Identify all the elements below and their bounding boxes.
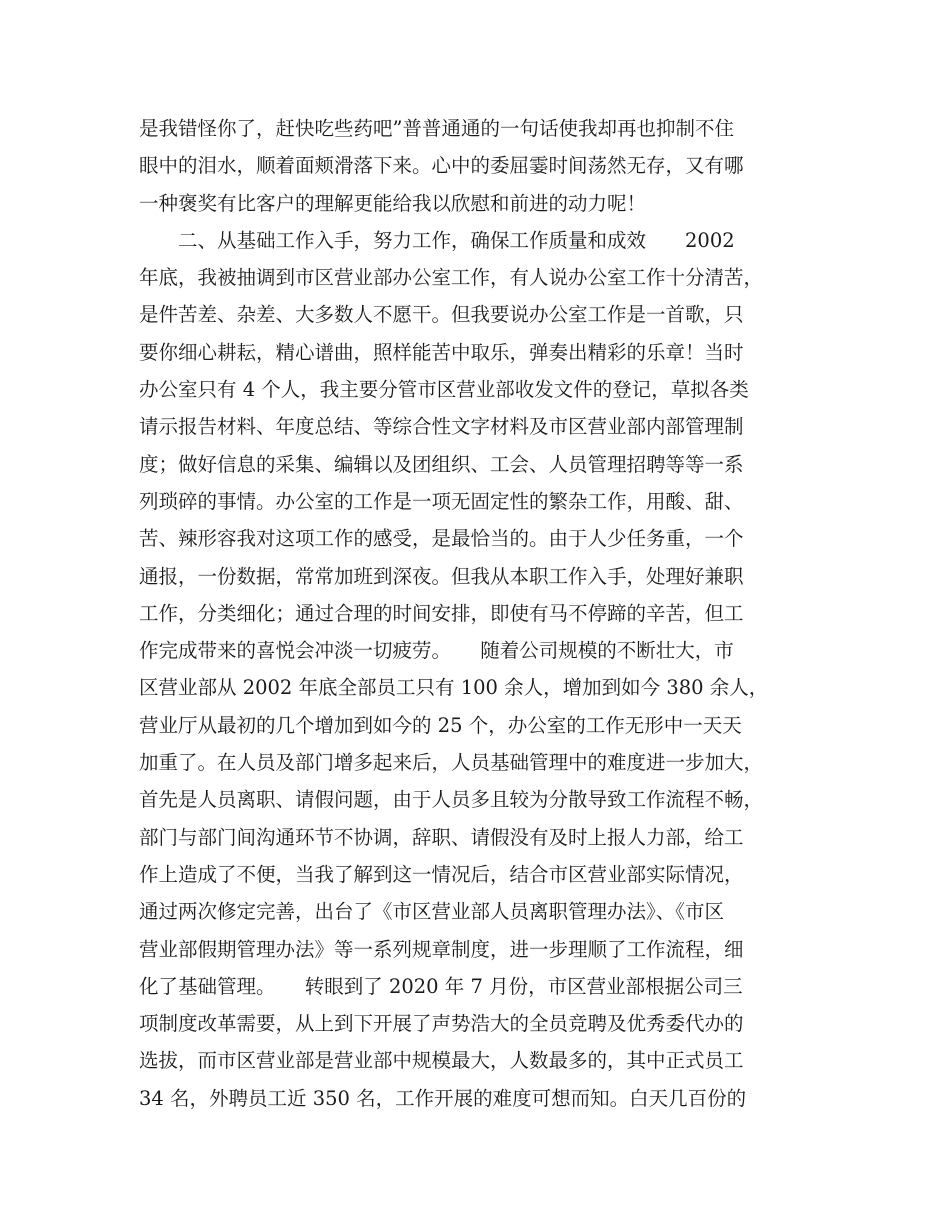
text-line: 作完成带来的喜悦会冲淡一切疲劳。 随着公司规模的不断壮大，市 [139, 639, 734, 663]
body-text [139, 110, 829, 1117]
text-line: 要你细心耕耘，精心谱曲，照样能苦中取乐，弹奏出精彩的乐章！当时 [139, 340, 744, 364]
text-line: 眼中的泪水，顺着面颊滑落下来。心中的委屈霎时间荡然无存，又有哪 [139, 154, 744, 178]
text-line: 列琐碎的事情。办公室的工作是一项无固定性的繁杂工作，用酸、甜、 [139, 489, 744, 513]
text-line: 区营业部从 2002 年底全部员工只有 100 余人，增加到如今 380 余人， [139, 676, 769, 700]
text-line: 苦、辣形容我对这项工作的感受，是最恰当的。由于人少任务重，一个 [139, 527, 744, 551]
section-heading-line: 二、从基础工作入手，努力工作，确保工作质量和成效 2002 [139, 228, 735, 252]
text-line: 化了基础管理。 转眼到了 2020 年 7 月份，市区营业部根据公司三 [139, 974, 743, 998]
text-line: 是我错怪你了，赶快吃些药吧”普普通通的一句话使我却再也抑制不住 [139, 117, 734, 140]
text-line: 度；做好信息的采集、编辑以及团组织、工会、人员管理招聘等等一系 [139, 452, 744, 476]
text-line: 是件苦差、杂差、大多数人不愿干。但我要说办公室工作是一首歌，只 [139, 303, 744, 327]
text-line: 办公室只有 4 个人，我主要分管市区营业部收发文件的登记，草拟各类 [139, 378, 749, 402]
text-line: 通过两次修定完善，出台了《市区营业部人员离职管理办法》、《市区 [139, 900, 725, 924]
text-line: 部门与部门间沟通环节不协调，辞职、请假没有及时上报人力部，给工 [139, 825, 744, 849]
text-line: 通报，一份数据，常常加班到深夜。但我从本职工作入手，处理好兼职 [139, 564, 744, 588]
text-line: 工作，分类细化；通过合理的时间安排，即使有马不停蹄的辛苦，但工 [139, 601, 744, 625]
text-line: 一种褒奖有比客户的理解更能给我以欣慰和前进的动力呢！ [139, 191, 647, 215]
text-line: 首先是人员离职、请假问题，由于人员多且较为分散导致工作流程不畅， [139, 788, 764, 812]
text-line: 请示报告材料、年度总结、等综合性文字材料及市区营业部内部管理制 [139, 415, 744, 439]
text-line: 作上造成了不便，当我了解到这一情况后，结合市区营业部实际情况， [139, 862, 744, 886]
text-line: 年底，我被抽调到市区营业部办公室工作，有人说办公室工作十分清苦， [139, 266, 764, 290]
text-line: 加重了。在人员及部门增多起来后，人员基础管理中的难度进一步加大， [139, 751, 764, 775]
text-line: 营业部假期管理办法》等一系列规章制度，进一步理顺了工作流程，细 [139, 937, 744, 961]
text-line: 项制度改革需要，从上到下开展了声势浩大的全员竞聘及优秀委代办的 [139, 1012, 744, 1036]
text-line: 34 名，外聘员工近 350 名，工作开展的难度可想而知。白天几百份的 [139, 1086, 747, 1110]
text-line: 营业厅从最初的几个增加到如今的 25 个，办公室的工作无形中一天天 [139, 713, 742, 737]
text-line: 选拔，而市区营业部是营业部中规模最大，人数最多的，其中正式员工 [139, 1049, 744, 1073]
